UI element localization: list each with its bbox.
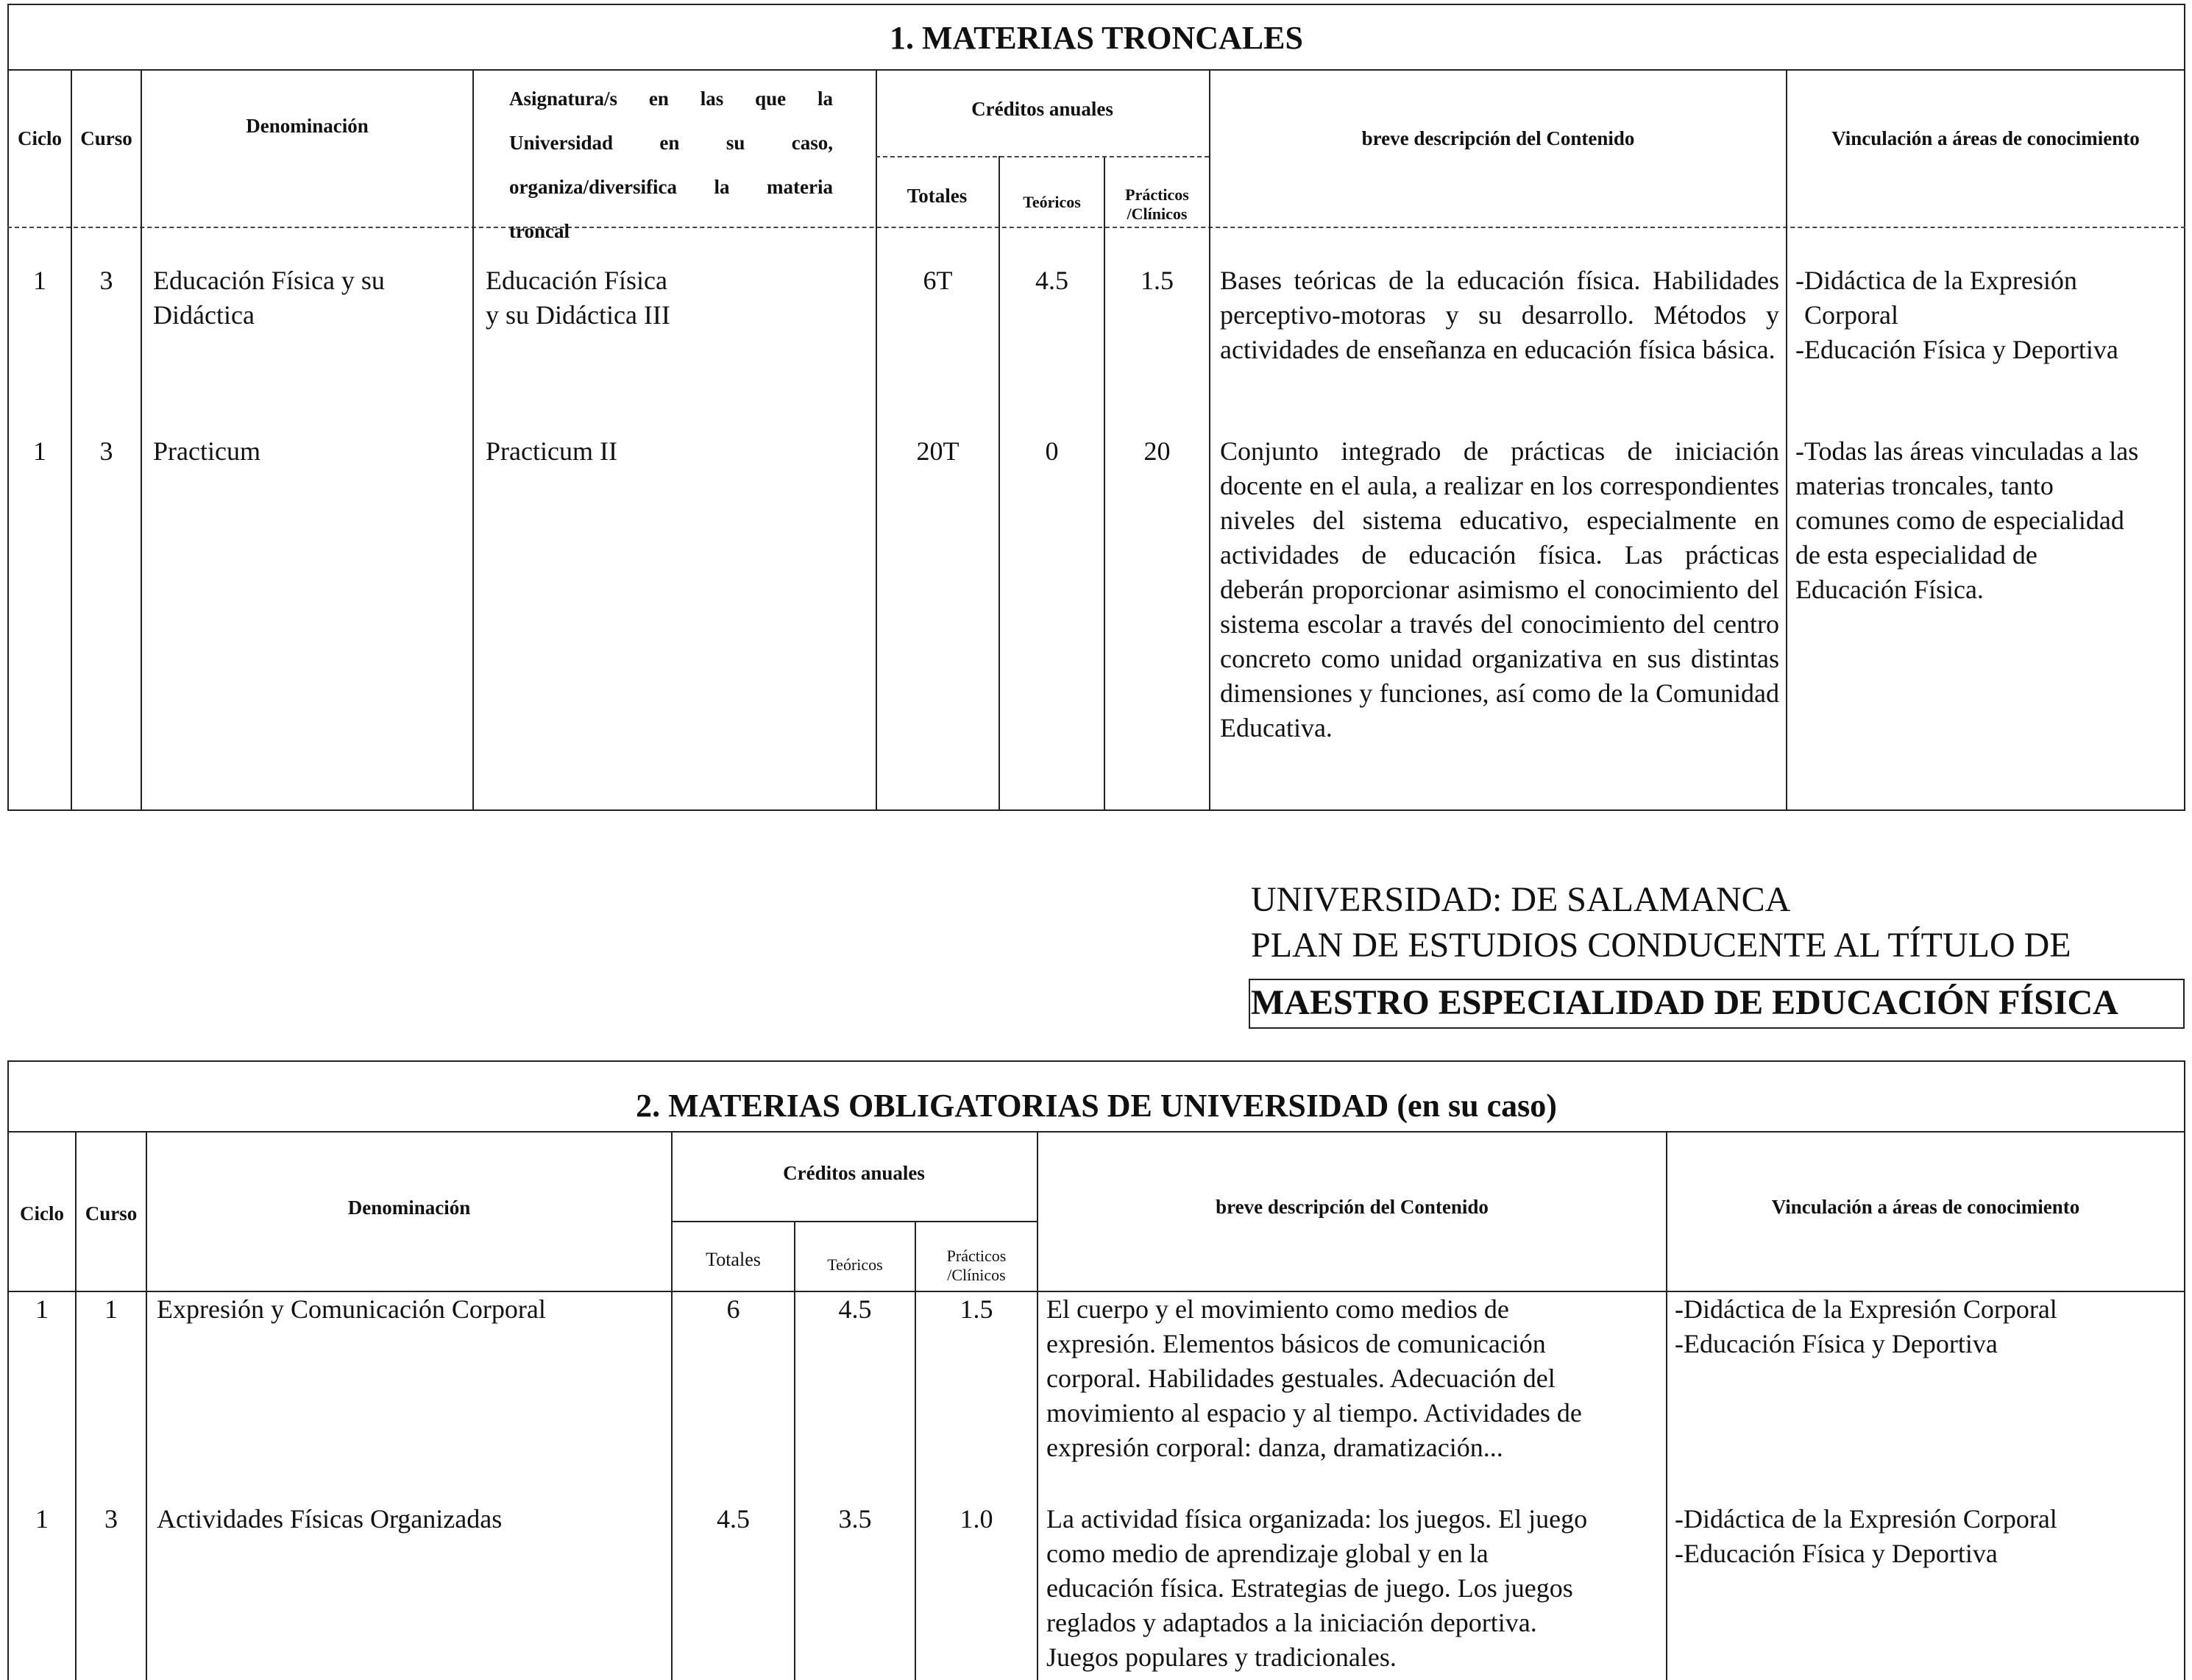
cell-totales: 4.5 [717,1504,750,1534]
cell-vinculacion-line2: Corporal [1804,300,1898,330]
cell-practicos: 20 [1143,436,1171,466]
cell-vinculacion-line1: -Didáctica de la Expresión Corporal [1675,1294,2057,1324]
s1-header-practicos: Prácticos /Clínicos [1125,185,1189,223]
cell-vinculacion-line3: -Educación Física y Deportiva [1795,335,2118,364]
cell-curso: 3 [99,266,113,295]
cell-descripcion: Bases teóricas de la educación física. Habilidades perceptivo-motoras y su desarrollo. Métodos y actividades de enseñanza en educación física básica. [1220,266,1779,364]
cell-practicos: 1.5 [960,1294,993,1324]
s1-top-border [7,4,2185,5]
s2-col-line [915,1221,916,1680]
s2-col-line [671,1131,673,1680]
s1-col-line [1104,156,1105,811]
s2-header-denominacion: Denominación [347,1197,471,1219]
s2-header-totales: Totales [706,1249,761,1270]
cell-vinculacion-line2: -Educación Física y Deportiva [1675,1539,1998,1568]
cell-descripcion-line2: como medio de aprendizaje global y en la [1046,1539,1489,1568]
cell-vinculacion-line4: de esta especialidad de [1795,540,2037,570]
cell-descripcion-line1: La actividad física organizada: los juegos. El juego [1046,1504,1588,1534]
cell-vinculacion-line2: materias troncales, tanto [1795,471,2054,500]
s2-header-creditos: Créditos anuales [783,1162,925,1184]
s1-header-teoricos: Teóricos [1023,193,1081,211]
cell-vinculacion-line1: -Didáctica de la Expresión Corporal [1675,1504,2057,1534]
s1-right-border [2184,4,2185,811]
cell-teoricos: 0 [1045,436,1059,466]
cell-vinculacion-line2: -Educación Física y Deportiva [1675,1329,1998,1358]
s2-header-curso: Curso [85,1202,138,1224]
s2-header-ciclo: Ciclo [20,1202,64,1224]
cell-descripcion-line4: movimiento al espacio y al tiempo. Actividades de [1046,1398,1582,1428]
cell-vinculacion-line1: -Todas las áreas vinculadas a las [1795,436,2139,466]
s2-header-vinculacion: Vinculación a áreas de conocimiento [1771,1196,2080,1218]
s1-header-descripcion: breve descripción del Contenido [1361,127,1635,149]
cell-descripcion-line3: educación física. Estrategias de juego. Los juegos [1046,1573,1573,1603]
s2-title: 2. MATERIAS OBLIGATORIAS DE UNIVERSIDAD (en su caso) [636,1088,1557,1124]
s1-creditos-rule [876,156,1209,157]
s1-col-line [999,156,1000,811]
cell-totales: 6T [923,266,953,295]
cell-descripcion-line4: reglados y adaptados a la iniciación deportiva. [1046,1608,1537,1637]
s1-header-curso: Curso [80,127,132,149]
cell-denominacion: Practicum [153,436,260,466]
cell-teoricos: 3.5 [838,1504,872,1534]
cell-descripcion-line1: El cuerpo y el movimiento como medios de [1046,1294,1509,1324]
cell-totales: 20T [916,436,960,466]
titulo-line: MAESTRO ESPECIALIDAD DE EDUCACIÓN FÍSICA [1251,983,2118,1022]
cell-curso: 3 [99,436,113,466]
cell-denominacion: Actividades Físicas Organizadas [157,1504,503,1534]
cell-vinculacion-line5: Educación Física. [1795,575,1984,604]
s1-header-creditos: Créditos anuales [971,98,1113,120]
plan-line: PLAN DE ESTUDIOS CONDUCENTE AL TÍTULO DE [1251,926,2071,965]
universidad-line: UNIVERSIDAD: DE SALAMANCA [1251,880,1791,919]
s1-header-denominacion: Denominación [246,115,369,137]
s1-left-border [7,4,9,811]
s2-top-border [7,1060,2185,1062]
cell-ciclo: 1 [33,436,46,466]
s1-col-line [1209,69,1210,811]
s1-col-line [472,69,474,811]
s2-right-border [2184,1060,2185,1680]
s1-header-vinculacion: Vinculación a áreas de conocimiento [1831,127,2140,149]
cell-asignatura-line2: y su Didáctica III [486,300,670,330]
cell-practicos: 1.0 [960,1504,993,1534]
s2-col-line [794,1221,795,1680]
cell-vinculacion-line1: -Didáctica de la Expresión [1795,266,2077,295]
cell-denominacion: Educación Física y su Didáctica [153,266,385,330]
s1-header-totales: Totales [907,185,968,207]
cell-teoricos: 4.5 [1035,266,1068,295]
s1-bottom-border [7,809,2185,811]
s2-header-descripcion: breve descripción del Contenido [1216,1196,1489,1218]
cell-ciclo: 1 [35,1504,49,1534]
s1-title: 1. MATERIAS TRONCALES [890,20,1303,56]
s2-left-border [7,1060,9,1680]
cell-asignatura-line1: Educación Física [486,266,667,295]
s1-title-rule [7,69,2185,71]
cell-descripcion-line5: Juegos populares y tradicionales. [1046,1642,1397,1672]
cell-vinculacion-line3: comunes como de especialidad [1795,506,2124,535]
s2-title-rule [7,1131,2185,1133]
s2-creditos-rule [671,1221,1037,1222]
cell-ciclo: 1 [35,1294,49,1324]
cell-totales: 6 [726,1294,740,1324]
cell-denominacion: Expresión y Comunicación Corporal [157,1294,546,1324]
s1-col-line [141,69,142,811]
cell-descripcion-line3: corporal. Habilidades gestuales. Adecuación del [1046,1364,1556,1393]
cell-curso: 1 [104,1294,118,1324]
s1-header-rule [7,227,2185,228]
cell-asignatura: Practicum II [486,436,617,466]
cell-practicos: 1.5 [1141,266,1174,295]
s2-header-practicos: Prácticos /Clínicos [946,1247,1007,1284]
s1-header-ciclo: Ciclo [18,127,62,149]
s1-col-line [1786,69,1787,811]
s2-header-teoricos: Teóricos [827,1255,883,1274]
cell-descripcion-line2: expresión. Elementos básicos de comunicación [1046,1329,1546,1358]
cell-descripcion: Conjunto integrado de prácticas de iniciación docente en el aula, a realizar en los correspondientes niveles del sistema educativo, especialmente en actividades de educación física. Las prácticas deberán proporcionar asimismo el conocimiento del sistema escolar a través del conocimiento del centro concreto como unidad organizativa en sus distintas dimensiones y funciones, así como de la Comunidad Educativa. [1220,436,1779,742]
cell-teoricos: 4.5 [838,1294,872,1324]
cell-descripcion-line5: expresión corporal: danza, dramatización... [1046,1433,1503,1462]
cell-curso: 3 [104,1504,118,1534]
cell-ciclo: 1 [33,266,46,295]
s1-header-asignaturas: Asignatura/s en las que la Universidad en su caso, organiza/diversifica la materia troncal [509,88,833,242]
